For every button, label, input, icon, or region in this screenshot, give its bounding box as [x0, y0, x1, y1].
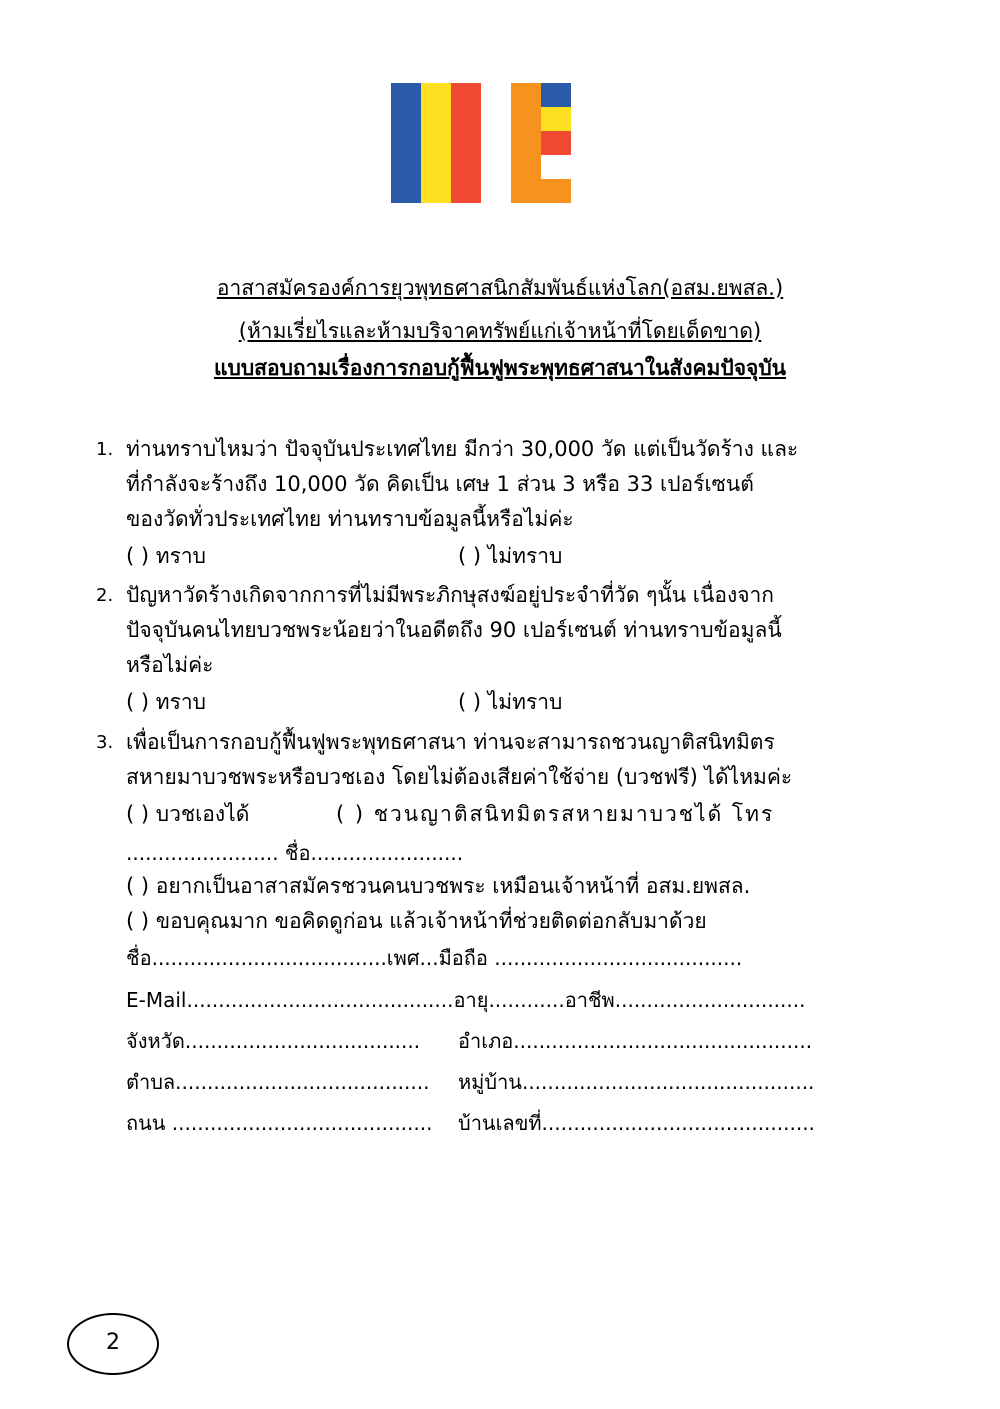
road-field[interactable]: ถนน .........................................: [126, 1111, 433, 1135]
q2-option-dont-know[interactable]: ( ) ไม่ทราบ: [458, 690, 563, 714]
q1-option-dont-know[interactable]: ( ) ไม่ทราบ: [458, 544, 563, 568]
question-2: [96, 578, 876, 683]
question-number: 3.: [96, 732, 114, 753]
question-line: ปัจจุบันคนไทยบวชพระน้อยว่าในอดีตถึง 90 เปอร์เซนต์ ท่านทราบข้อมูลนี้: [126, 618, 782, 642]
question-line: ของวัดทั่วประเทศไทย ท่านทราบข้อมูลนี้หรือไม่ค่ะ: [126, 507, 574, 531]
question-line: ท่านทราบไหมว่า ปัจจุบันประเทศไทย มีกว่า 30,000 วัด แต่เป็นวัดร้าง และ: [126, 437, 799, 461]
q3-option-volunteer[interactable]: ( ) อยากเป็นอาสาสมัครชวนคนบวชพระ เหมือนเจ้าหน้าที่ อสม.ยพสล.: [126, 874, 751, 898]
email-age-occupation-field[interactable]: E-Mail..........................................อายุ............อาชีพ..............................: [126, 988, 806, 1012]
q1-option-know[interactable]: ( ) ทราบ: [126, 544, 206, 568]
subdistrict-field[interactable]: ตำบล........................................: [126, 1070, 430, 1094]
question-line: สหายมาบวชพระหรือบวชเอง โดยไม่ต้องเสียค่าใช้จ่าย (บวชฟรี) ได้ไหมค่ะ: [126, 765, 793, 789]
question-line: ปัญหาวัดร้างเกิดจากการที่ไม่มีพระภิกษุสงฆ์อยู่ประจำที่วัด ๆนั้น เนื่องจาก: [126, 583, 775, 607]
question-line: เพื่อเป็นการกอบกู้ฟื้นฟูพระพุทธศาสนา ท่านจะสามารถชวนญาติสนิทมิตร: [126, 730, 775, 754]
question-3: [96, 725, 876, 795]
question-number: 1.: [96, 439, 114, 460]
questionnaire-title: แบบสอบถามเรื่องการกอบกู้ฟื้นฟูพระพุทธศาสนาในสังคมปัจจุบัน: [213, 356, 787, 380]
question-line: ที่กำลังจะร้างถึง 10,000 วัด คิดเป็น เศษ 1 ส่วน 3 หรือ 33 เปอร์เซนต์: [126, 472, 754, 496]
q3-option-think-first[interactable]: ( ) ขอบคุณมาก ขอคิดดูก่อน แล้วเจ้าหน้าที่ช่วยติดต่อกลับมาด้วย: [126, 909, 707, 933]
page-number: 2: [67, 1313, 159, 1375]
q3-contact-fields[interactable]: ........................ ชื่อ........................: [126, 841, 464, 865]
question-line: หรือไม่ค่ะ: [126, 653, 214, 677]
name-gender-phone-field[interactable]: ชื่อ.....................................เพศ...มือถือ .......................................: [126, 946, 743, 970]
q3-option-ordain-self[interactable]: ( ) บวชเองได้: [126, 802, 250, 826]
warning-note: (ห้ามเรี่ยไรและห้ามบริจาคทรัพย์แก่เจ้าหน้าที่โดยเด็ดขาด): [238, 319, 762, 343]
house-number-field[interactable]: บ้านเลขที่...........................................: [458, 1111, 815, 1135]
q3-option-invite-others[interactable]: ( ) ชวนญาติสนิทมิตรสหายมาบวชได้ โทร: [336, 802, 775, 826]
question-1: [96, 432, 876, 537]
organization-title: อาสาสมัครองค์การยุวพุทธศาสนิกสัมพันธ์แห่งโลก(อสม.ยพสล.): [216, 276, 784, 300]
province-field[interactable]: จังหวัด.....................................: [126, 1029, 421, 1053]
buddhist-flag-icon: [391, 83, 571, 203]
q2-option-know[interactable]: ( ) ทราบ: [126, 690, 206, 714]
question-number: 2.: [96, 585, 114, 606]
district-field[interactable]: อำเภอ...............................................: [458, 1029, 813, 1053]
village-field[interactable]: หมู่บ้าน..............................................: [458, 1070, 815, 1094]
